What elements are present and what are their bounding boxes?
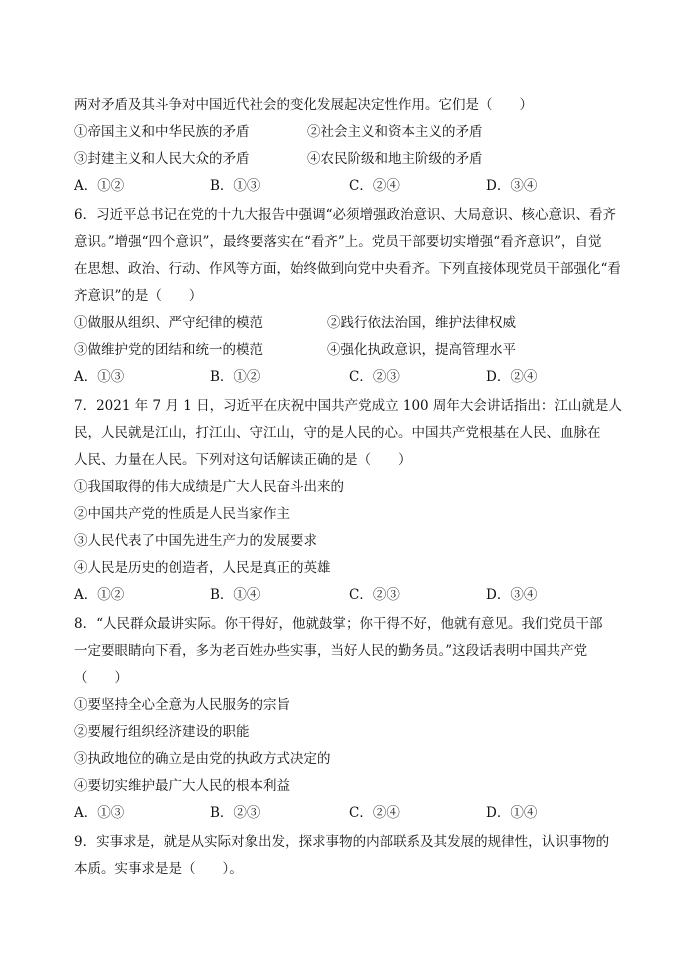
q7-answer-a: A．①② — [74, 587, 125, 603]
q8-stem-line-2: 一定要眼睛向下看，多为老百姓办些实事，当好人民的勤务员。”这段话表明中国共产党 — [74, 643, 588, 659]
q7-option-1: ①我国取得的伟大成绩是广大人民奋斗出来的 — [74, 479, 344, 495]
q8-answer-d: D．①④ — [486, 805, 538, 821]
q8-answer-c: C．②④ — [349, 805, 400, 821]
q7-stem-line-2: 民，人民就是江山，打江山、守江山，守的是人民的心。中国共产党根基在人民、血脉在 — [74, 425, 601, 441]
q6-answer-d: D．②④ — [486, 369, 538, 385]
q6-answer-c: C．②③ — [349, 369, 400, 385]
q5-answer-c: C．②④ — [349, 178, 400, 194]
q9-stem-line-2: 本质。实事求是是（ ）。 — [74, 861, 243, 877]
q6-answer-a: A．①③ — [74, 369, 125, 385]
q8-answer-a: A．①③ — [74, 805, 125, 821]
q6-stem-line-4: 齐意识”的是（ ） — [74, 288, 203, 304]
q5-answer-b: B．①③ — [210, 178, 261, 194]
q6-stem-line-1: 6．习近平总书记在党的十九大报告中强调“必须增强政治意识、大局意识、核心意识、看齐 — [74, 207, 616, 223]
q5-answer-d: D．③④ — [486, 178, 538, 194]
q8-answer-b: B．②③ — [210, 805, 261, 821]
q6-option-2: ②践行依法治国，维护法律权威 — [327, 315, 516, 331]
q6-stem-line-2: 意识。”增强“四个意识”，最终要落实在“看齐”上。党员干部要切实增强“看齐意识”，自觉 — [74, 234, 602, 250]
q7-answer-b: B．①④ — [210, 587, 261, 603]
q6-option-3: ③做维护党的团结和统一的模范 — [74, 342, 263, 358]
q7-option-2: ②中国共产党的性质是人民当家作主 — [74, 506, 290, 522]
q5-option-row-1 — [74, 122, 634, 142]
q7-option-4: ④人民是历史的创造者，人民是真正的英雄 — [74, 560, 331, 576]
q5-answer-a: A．①② — [74, 178, 125, 194]
q6-stem-line-3: 在思想、政治、行动、作风等方面，始终做到向党中央看齐。下列直接体现党员干部强化“看 — [74, 261, 621, 277]
q6-answer-b: B．①② — [210, 369, 261, 385]
q8-option-2: ②要履行组织经济建设的职能 — [74, 724, 250, 740]
q5-option-3: ③封建主义和人民大众的矛盾 — [74, 151, 250, 167]
q6-option-1: ①做服从组织、严守纪律的模范 — [74, 315, 263, 331]
q6-option-4: ④强化执政意识，提高管理水平 — [327, 342, 516, 358]
q7-stem-line-3: 人民、力量在人民。下列对这句话解读正确的是（ ） — [74, 452, 412, 468]
q5-stem-tail: 两对矛盾及其斗争对中国近代社会的变化发展起决定性作用。它们是（ ） — [74, 97, 533, 113]
q8-option-4: ④要切实维护最广大人民的根本利益 — [74, 778, 290, 794]
q8-stem-line-1: 8．“人民群众最讲实际。你干得好，他就鼓掌；你干得不好，他就有意见。我们党员干部 — [74, 616, 603, 632]
q7-answer-d: D．③④ — [486, 587, 538, 603]
q5-option-1: ①帝国主义和中华民族的矛盾 — [74, 124, 250, 140]
q6-option-row-1 — [74, 313, 634, 333]
q7-option-3: ③人民代表了中国先进生产力的发展要求 — [74, 533, 317, 549]
q5-option-4: ④农民阶级和地主阶级的矛盾 — [307, 151, 483, 167]
q8-stem-line-3: （ ） — [74, 670, 128, 686]
q8-option-1: ①要坚持全心全意为人民服务的宗旨 — [74, 697, 290, 713]
q5-option-row-2 — [74, 149, 634, 169]
q7-answer-c: C．②③ — [349, 587, 400, 603]
q9-stem-line-1: 9．实事求是，就是从实际对象出发，探求事物的内部联系及其发展的规律性，认识事物的 — [74, 834, 610, 850]
q8-option-3: ③执政地位的确立是由党的执政方式决定的 — [74, 751, 331, 767]
q6-option-row-2 — [74, 340, 634, 360]
q5-option-2: ②社会主义和资本主义的矛盾 — [307, 124, 483, 140]
q7-stem-line-1: 7．2021 年 7 月 1 日，习近平在庆祝中国共产党成立 100 周年大会讲话指出：江山就是人 — [74, 398, 622, 414]
